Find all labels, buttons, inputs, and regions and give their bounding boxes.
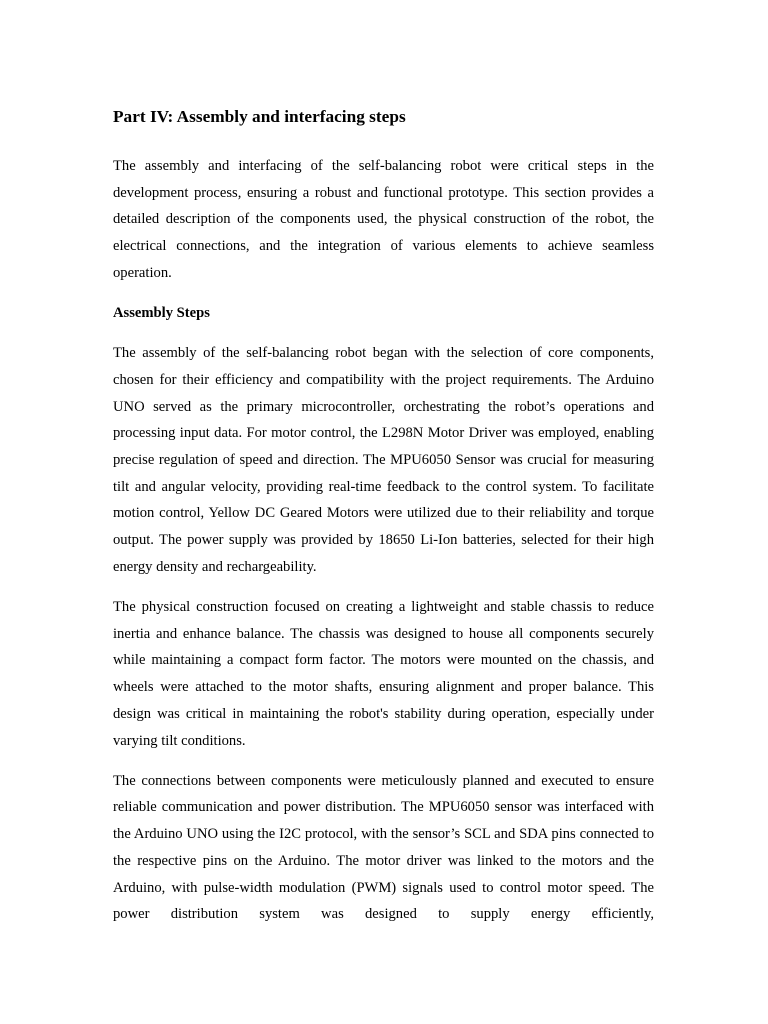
assembly-steps-heading: Assembly Steps [113, 305, 210, 322]
section-title: Part IV: Assembly and interfacing steps [113, 107, 406, 126]
connections-paragraph: The connections between components were meticulously planned and executed to ensure reliable communication and power distribution. The MPU6050 sensor was interfaced with the Arduino UNO using the I2C protocol, with the sensor’s SCL and SDA pins connected to the respective pins on the Arduino. The motor driver was linked to the motors and the Arduino, with pulse-width modulation (PWM) signals used to control motor speed. The power distribution system was designed to supply energy efficiently, [113, 772, 654, 923]
construction-paragraph: The physical construction focused on creating a lightweight and stable chassis to reduce inertia and enhance balance. The chassis was designed to house all components securely while maintaining a compact form factor. The motors were mounted on the chassis, and wheels were attached to the motor shafts, ensuring alignment and proper balance. This design was critical in maintaining the robot's stability during operation, especially under varying tilt conditions. [113, 599, 654, 749]
document-body [113, 105, 654, 941]
intro-paragraph: The assembly and interfacing of the self-balancing robot were critical steps in the development process, ensuring a robust and functional prototype. This section provides a detailed description of the components used, the physical construction of the robot, the electrical connections, and the integration of various elements to achieve seamless operation. [113, 158, 654, 281]
components-paragraph: The assembly of the self-balancing robot began with the selection of core components, chosen for their efficiency and compatibility with the project requirements. The Arduino UNO served as the primary microcontroller, orchestrating the robot’s operations and processing input data. For motor control, the L298N Motor Driver was employed, enabling precise regulation of speed and direction. The MPU6050 Sensor was crucial for measuring tilt and angular velocity, providing real-time feedback to the control system. To facilitate motion control, Yellow DC Geared Motors were utilized due to their reliability and torque output. The power supply was provided by 18650 Li-Ion batteries, selected for their high energy density and rechargeability. [113, 345, 654, 575]
